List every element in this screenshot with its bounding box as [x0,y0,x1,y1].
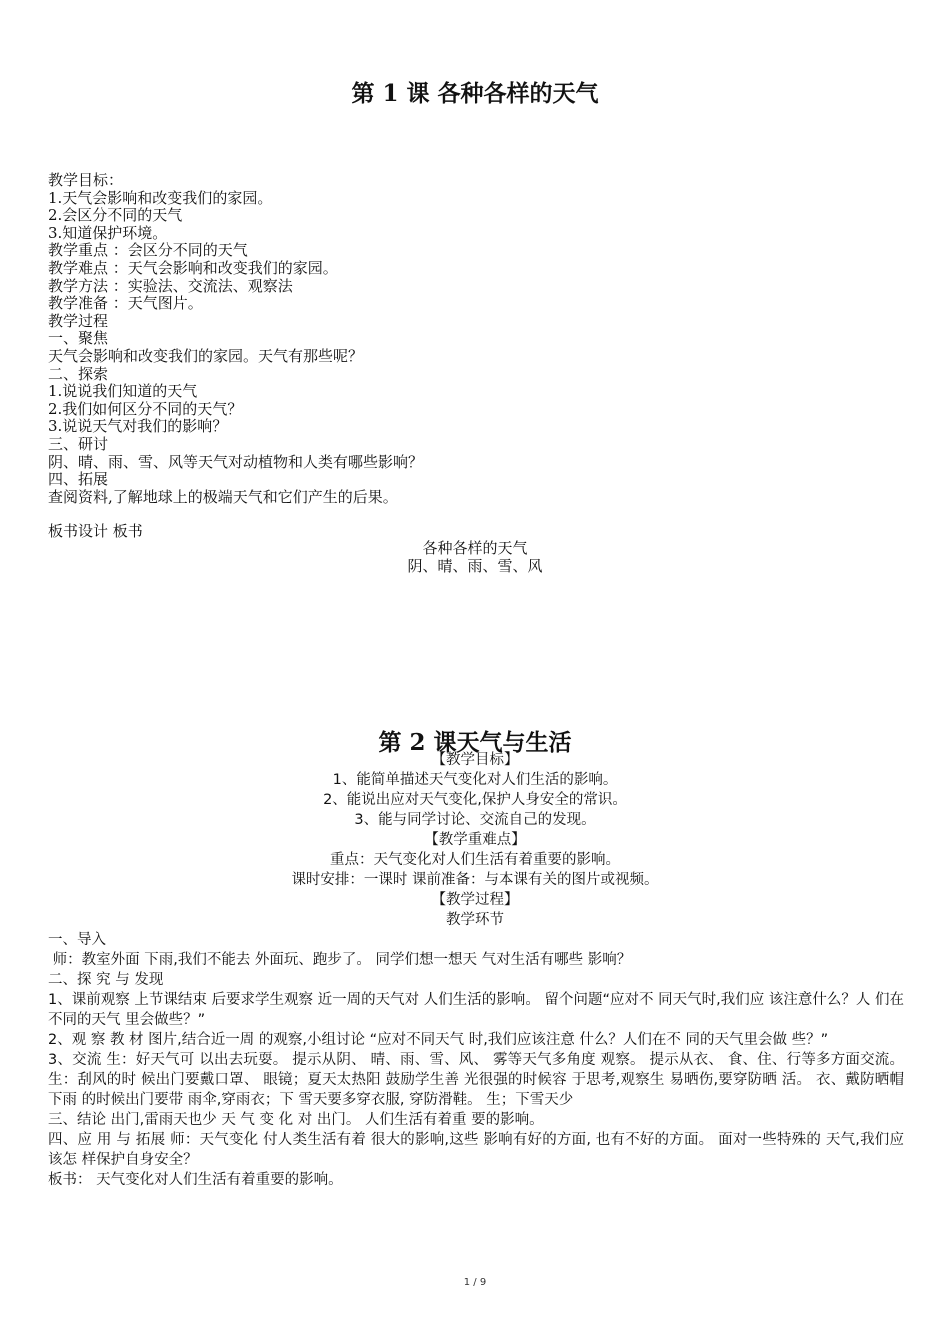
lesson2-paragraph: 三、结论 出门,雷雨天也少 天 气 变 化 对 出门。 人们生活有着重 要的影响。 [48,1112,544,1128]
lesson1-body [48,172,908,506]
board-items: 阴、晴、雨、雪、风 [407,556,543,575]
page-number: 1 / 9 [463,1277,487,1288]
lesson1-line: 教学方法 ：实验法、交流法、观察法 [48,276,293,295]
lesson1-line: 天气会影响和改变我们的家园。天气有那些呢？ [48,346,364,365]
lesson1-title: 第 1 课 各种各样的天气 [351,80,599,107]
lesson2-paragraph: 2、观 察 教 材 图片,结合近一周 的观察,小组讨论 “应对不同天气 时,我们应该注意 什么？人们在不 同的天气里会做 些？” [48,1032,829,1048]
lesson1-line: 教学准备 ：天气图片。 [48,294,203,313]
lesson1-line: 2.会区分不同的天气 [48,206,183,225]
lesson2-centered-line: 【教学目标】 [431,752,519,768]
lesson1-line: 1.说说我们知道的天气 [48,382,198,401]
lesson1-line: 1.天气会影响和改变我们的家园。 [48,188,273,207]
lesson1-line: 二、探索 [48,364,109,383]
lesson2-paragraph: 板书： 天气变化对人们生活有着重要的影响。 [48,1172,343,1188]
lesson1-line: 三、研讨 [48,434,109,453]
lesson2-centered-line: 2、能说出应对天气变化,保护人身安全的常识。 [323,792,627,808]
lesson2-centered-line: 教学环节 [446,912,504,928]
lesson1-line: 教学过程 [48,311,109,330]
lesson2-body [48,930,904,1190]
lesson2-paragraph: 四、应 用 与 拓展 师：天气变化 付人类生活有着 很大的影响,这些 影响有好的方面, 也有不好的方面。 面对一些特殊的 天气,我们应该怎 样保护自身安全？ [48,1132,904,1168]
lesson1-line: 一、聚焦 [48,329,109,348]
lesson1-line: 查阅资料,了解地球上的极端天气和它们产生的后果。 [48,487,398,506]
lesson2-centered-line: 1、能简单描述天气变化对人们生活的影响。 [332,772,618,788]
lesson1-line: 2.我们如何区分不同的天气？ [48,399,243,418]
lesson2-paragraph: 3、交流 生：好天气可 以出去玩耍。 提示从阴、 晴、雨、雪、风、 雾等天气多角度 观察。 提示从衣、 食、住、行等多方面交流。 生：刮风的时 候出门要戴口罩、 眼镜；夏天太热阳 鼓励学生善 光很强的时候容 于思考,观察生 易晒伤,要穿防晒 活。 衣、戴防晒帽下雨 的时候出门要带 雨伞,穿雨衣；下 雪天要多穿衣服, 穿防滑鞋。 生；下雪天少 [48,1052,904,1108]
lesson2-centered-line: 课时安排：一课时 课前准备：与本课有关的图片或视频。 [291,872,659,888]
lesson2-centered-line: 【教学重难点】 [424,832,526,848]
lesson2-title: 第 2 课天气与生活 [378,729,572,756]
board-content [0,540,950,575]
lesson1-line: 3.知道保护环境。 [48,223,168,242]
lesson1-line: 四、拓展 [48,470,109,489]
board-design-label: 板书设计 板书 [48,522,143,540]
lesson2-centered-line: 重点：天气变化对人们生活有着重要的影响。 [330,852,620,868]
lesson2-centered-line: 3、能与同学讨论、交流自己的发现。 [354,812,596,828]
lesson2-paragraph: 1、课前观察 上节课结束 后要求学生观察 近一周的天气对 人们生活的影响。 留个问题“应对不 同天气时,我们应 该注意什么？人 们在不同的天气 里会做些？” [48,992,904,1028]
lesson2-centered-line: 【教学过程】 [431,892,519,908]
lesson2-centered-section [0,750,950,930]
lesson1-line: 3.说说天气对我们的影响？ [48,417,228,436]
lesson1-line: 阴、晴、雨、雪、风等天气对动植物和人类有哪些影响？ [48,452,424,471]
lesson2-paragraph: 二、探 究 与 发现 [48,972,164,988]
lesson1-line: 教学难点 ：天气会影响和改变我们的家园。 [48,258,338,277]
lesson1-line: 教学重点 ：会区分不同的天气 [48,241,248,260]
board-title: 各种各样的天气 [422,539,528,557]
lesson1-line: 教学目标： [48,171,124,189]
lesson2-paragraph: 师：教室外面 下雨,我们不能去 外面玩、跑步了。 同学们想一想天 气对生活有哪些 影响？ [48,952,632,968]
lesson2-paragraph: 一、导入 [48,932,106,948]
